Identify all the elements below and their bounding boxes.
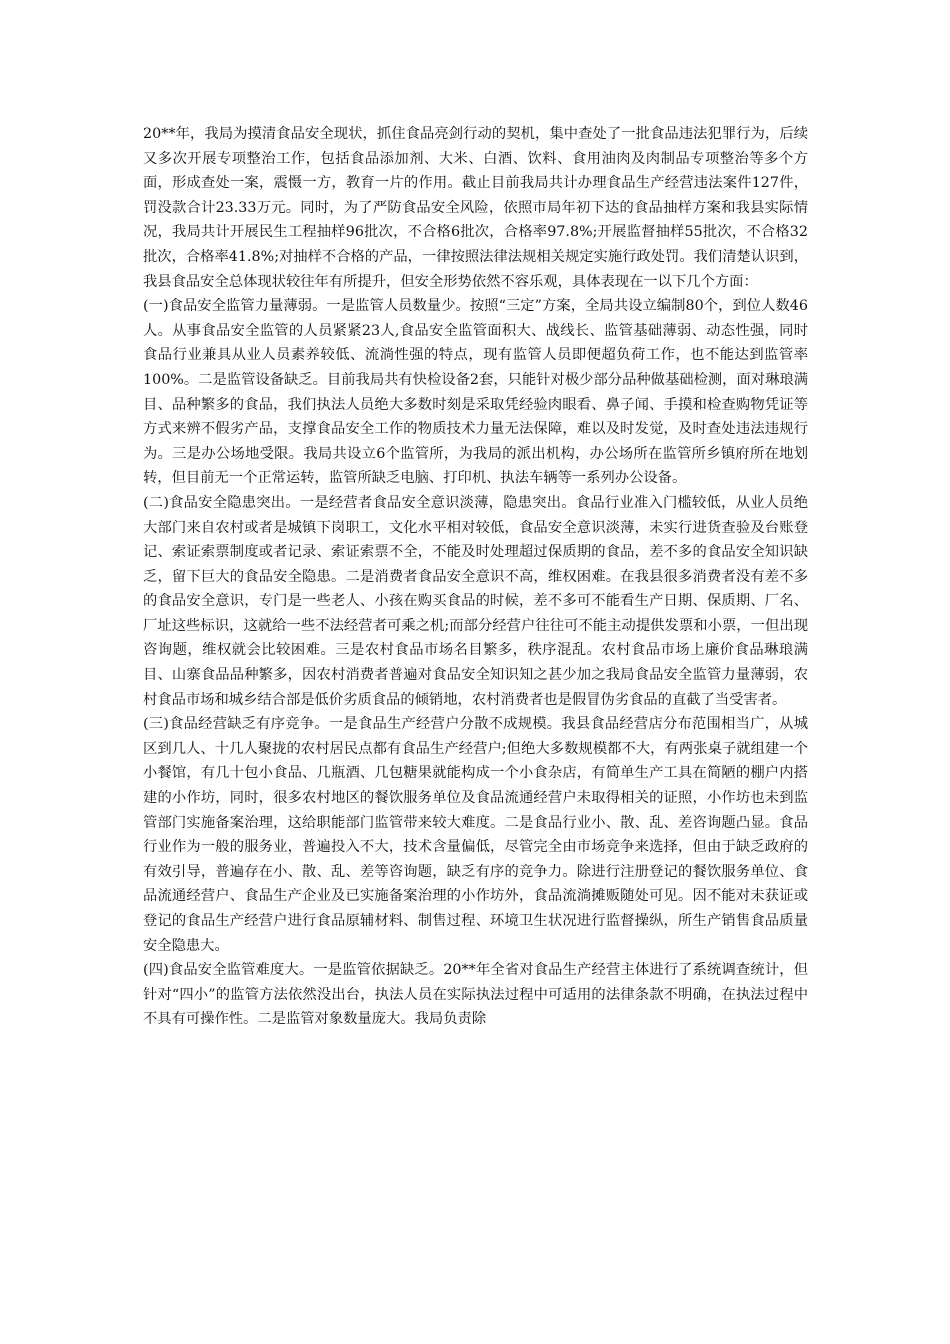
paragraph-intro: 20**年，我局为摸清食品安全现状，抓住食品亮剑行动的契机，集中查处了一批食品违法犯罪行为，后续又多次开展专项整治工作，包括食品添加剂、大米、白酒、饮料、食用油肉及肉制品专项整治等多个方面，形成查处一案，震慑一方，教育一片的作用。截止目前我局共计办理食品生产经营违法案件127件，罚没款合计23.33万元。同时，为了严防食品安全风险，依照市局年初下达的食品抽样方案和我县实际情况，我局共计开展民生工程抽样96批次，不合格6批次，合格率97.8%;开展监督抽样55批次，不合格32批次，合格率41.8%;对抽样不合格的产品，一律按照法律法规相关规定实施行政处罚。我们清楚认识到，我县食品安全总体现状较往年有所提升，但安全形势依然不容乐观，具体表现在一以下几个方面：: [143, 126, 808, 290]
paragraph-section-3: (三)食品经营缺乏有序竞争。一是食品生产经营户分散不成规模。我县食品经营店分布范围相当广，从城区到几人、十几人聚拢的农村居民点都有食品生产经营户;但绝大多数规模都不大，有两张桌子就组建一个小餐馆，有几十包小食品、几瓶酒、几包糖果就能构成一个小食杂店，有简单生产工具在简陋的棚户内搭建的小作坊，同时，很多农村地区的餐饮服务单位及食品流通经营户未取得相关的证照，小作坊也未到监管部门实施备案治理，这给职能部门监管带来较大难度。二是食品行业小、散、乱、差咨询题凸显。食品行业作为一般的服务业，普遍投入不大，技术含量偏低，尽管完全由市场竞争来选择，但由于缺乏政府的有效引导，普遍存在小、散、乱、差等咨询题，缺乏有序的竞争力。除进行注册登记的餐饮服务单位、食品流通经营户、食品生产企业及已实施备案治理的小作坊外，食品流淌摊贩随处可见。因不能对未获证或登记的食品生产经营户进行食品原辅材料、制售过程、环境卫生状况进行监督操纵，所生产销售食品质量安全隐患大。: [143, 716, 808, 954]
paragraph-section-4: (四)食品安全监管难度大。一是监管依据缺乏。20**年全省对食品生产经营主体进行了系统调查统计，但针对“四小”的监管方法依然没出台，执法人员在实际执法过程中可适用的法律条款不明确，在执法过程中不具有可操作性。二是监管对象数量庞大。我局负责除: [143, 962, 808, 1028]
paragraph-section-2: (二)食品安全隐患突出。一是经营者食品安全意识淡薄，隐患突出。食品行业准入门槛较低，从业人员绝大部门来自农村或者是城镇下岗职工，文化水平相对较低，食品安全意识淡薄，未实行进货查验及台账登记、索证索票制度或者记录、索证索票不全，不能及时处理超过保质期的食品，差不多的食品安全知识缺乏，留下巨大的食品安全隐患。二是消费者食品安全意识不高，维权困难。在我县很多消费者没有差不多的食品安全意识，专门是一些老人、小孩在购买食品的时候，差不多可不能看生产日期、保质期、厂名、厂址这些标识，这就给一些不法经营者可乘之机;而部分经营户往往可不能主动提供发票和小票，一但出现咨询题，维权就会比较困难。三是农村食品市场名目繁多，秩序混乱。农村食品市场上廉价食品琳琅满目、山寨食品品种繁多，因农村消费者普遍对食品安全知识知之甚少加之我局食品安全监管力量薄弱，农村食品市场和城乡结合部是低价劣质食品的倾销地，农村消费者也是假冒伪劣食品的直截了当受害者。: [143, 494, 808, 708]
document-body: [143, 122, 808, 1032]
paragraph-section-1: (一)食品安全监管力量薄弱。一是监管人员数量少。按照“三定”方案，全局共设立编制80个，到位人数46人。从事食品安全监管的人员紧紧23人,食品安全监管面积大、战线长、监管基础薄弱、动态性强，同时食品行业兼具从业人员素养较低、流淌性强的特点，现有监管人员即便超负荷工作，也不能达到监管率100%。二是监管设备缺乏。目前我局共有快检设备2套，只能针对极少部分品种做基础检测，面对琳琅满目、品种繁多的食品，我们执法人员绝大多数时刻是采取凭经验肉眼看、鼻子闻、手摸和检查购物凭证等方式来辨不假劣产品，支撑食品安全工作的物质技术力量无法保障，难以及时发觉，及时查处违法违规行为。三是办公场地受限。我局共设立6个监管所，为我局的派出机构，办公场所在监管所乡镇府所在地划转，但目前无一个正常运转，监管所缺乏电脑、打印机、执法车辆等一系列办公设备。: [143, 298, 808, 487]
